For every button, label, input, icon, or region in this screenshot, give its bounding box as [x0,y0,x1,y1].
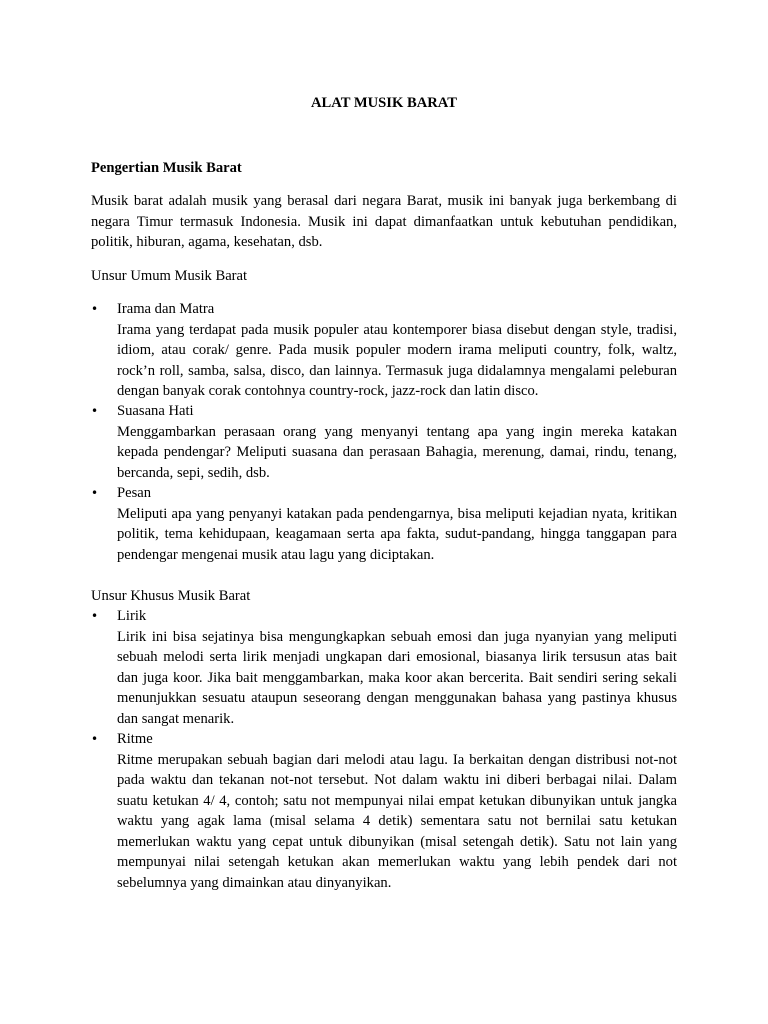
list-item-suasana-hati [91,401,677,483]
list-item-title: Suasana Hati [117,403,194,419]
list-item-pesan [91,483,677,565]
list-item-text: Irama yang terdapat pada musik populer atau kontemporer biasa disebut dengan style, tradisi, idiom, atau corak/ genre. Pada musik populer modern irama meliputi country, folk, waltz, rock’n roll, samba, salsa, disco, dan lainnya. Termasuk juga didalamnya mengalami peleburan dengan banyak corak contohnya country-rock, jazz-rock dan latin disco. [117,321,677,399]
list-item-text: Menggambarkan perasaan orang yang menyanyi tentang apa yang ingin mereka katakan kepada pendengar? Meliputi suasana dan perasaan Bahagia, merenung, damai, rindu, tenang, bercanda, sepi, sedih, dsb. [117,423,677,481]
list-item-text: Lirik ini bisa sejatinya bisa mengungkapkan sebuah emosi dan juga nyanyian yang meliputi sebuah melodi serta lirik menjadi ungkapan dari emosional, biasanya lirik tersusun atas bait dan juga koor. Jika bait menggambarkan, maka koor akan bercerita. Bait sendiri sering sekali menunjukkan sesuatu ataupun seseorang dengan menggunakan bahasa yang pastinya khusus dan sangat menarik. [117,628,677,727]
bullet-icon: • [91,609,99,623]
bullet-icon: • [91,404,99,418]
list-item-text: Meliputi apa yang penyanyi katakan pada pendengarnya, bisa meliputi kejadian nyata, kritikan politik, tema kehidupaan, keagamaan serta apa fakta, sudut-pandang, hingga tanggapan para pendengar mengenai musik atau lagu yang diciptakan. [117,505,677,563]
list-item-ritme [91,729,677,893]
list-item-lirik [91,606,677,729]
list-item-title: Pesan [117,485,152,501]
list-item-irama-dan-matra [91,299,677,402]
definition-paragraph: Musik barat adalah musik yang berasal dari negara Barat, musik ini banyak juga berkembang di negara Timur termasuk Indonesia. Musik ini dapat dimanfaatkan untuk kebutuhan pendidikan, politik, hiburan, agama, kesehatan, dsb. [91,193,677,250]
bullet-icon: • [91,732,99,746]
document-title: ALAT MUSIK BARAT [311,95,457,111]
list-item-title: Lirik [117,608,147,624]
list-item-title: Irama dan Matra [117,301,215,317]
list-item-title: Ritme [117,731,153,747]
definition-heading: Pengertian Musik Barat [91,160,242,176]
general-elements-heading: Unsur Umum Musik Barat [91,268,248,284]
list-item-text: Ritme merupakan sebuah bagian dari melodi atau lagu. Ia berkaitan dengan distribusi not-not pada waktu dan tekanan not-not tersebut. Not dalam waktu ini diberi berbagai nilai. Dalam suatu ketukan 4/ 4, contoh; satu not mempunyai nilai empat ketukan dibunyikan untuk jangka waktu yang agak lama (misal selama 4 detik) sementara satu not bernilai satu ketukan memerlukan waktu yang cepat untuk dibunyikan (misal setengah detik). Satu not lain yang mempunyai nilai setengah ketukan akan memerlukan waktu yang lebih pendek dari not sebelumnya yang dimainkan atau dinyanyikan. [117,751,677,891]
bullet-icon: • [91,486,99,500]
bullet-icon: • [91,302,99,316]
specific-elements-heading: Unsur Khusus Musik Barat [91,588,251,604]
